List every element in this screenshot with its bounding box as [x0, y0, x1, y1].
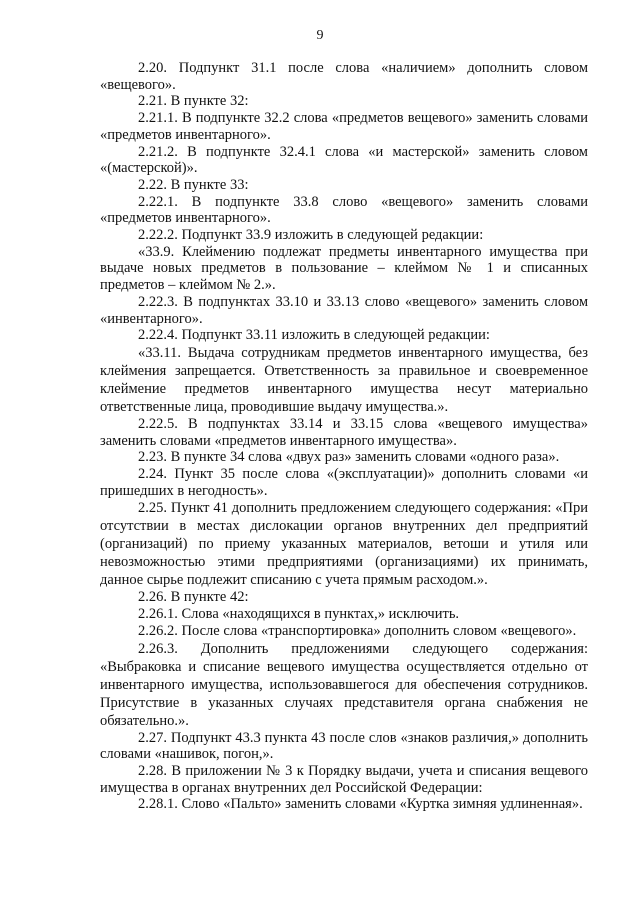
paragraph: 2.22.1. В подпункте 33.8 слово «вещевого» заменить словами «предметов инвентарного».	[100, 193, 588, 227]
paragraph: 2.28.1. Слово «Пальто» заменить словами «Куртка зимняя удлиненная».	[138, 796, 583, 813]
paragraph: 2.25. Пункт 41 дополнить предложением следующего содержания: «При отсутствии в местах дислокации органов внутренних дел предприятий (организаций) по приему указанных материалов, ветоши и утиля или невозможностью этими предприятиями (организациями) их принимать, данное сырье подлежит списанию с учета прямым расходом.».	[100, 500, 588, 589]
paragraph: 2.22.5. В подпунктах 33.14 и 33.15 слова «вещевого имущества» заменить словами «предметов инвентарного имущества».	[100, 415, 588, 449]
paragraph: 2.22.4. Подпункт 33.11 изложить в следующей редакции:	[138, 327, 490, 344]
paragraph: 2.23. В пункте 34 слова «двух раз» заменить словами «одного раза».	[138, 449, 560, 466]
page-number: 9	[316, 28, 324, 43]
paragraph: 2.21.2. В подпункте 32.4.1 слова «и мастерской» заменить словом «(мастерской)».	[100, 143, 588, 177]
paragraph: 2.24. Пункт 35 после слова «(эксплуатации)» дополнить словами «и пришедших в негодность».	[100, 466, 588, 499]
paragraph: 2.27. Подпункт 43.3 пункта 43 после слов «знаков различия,» дополнить словами «нашивок, погон,».	[100, 729, 588, 763]
paragraph: 2.26. В пункте 42:	[138, 589, 249, 606]
paragraph: 2.22. В пункте 33:	[138, 176, 249, 193]
paragraph: «33.11. Выдача сотрудникам предметов инвентарного имущества, без клеймения запрещается. Ответственность за правильное и своевременное клеймение предметов инвентарного имущества несут материально ответственные лица, проводившие выдачу имущества.».	[100, 344, 588, 415]
document-body	[100, 60, 588, 813]
paragraph: 2.22.3. В подпунктах 33.10 и 33.13 слово «вещевого» заменить словом «инвентарного».	[100, 293, 588, 327]
paragraph: 2.21. В пункте 32:	[138, 93, 249, 110]
paragraph: 2.26.2. После слова «транспортировка» дополнить словом «вещевого».	[138, 622, 577, 639]
paragraph: 2.20. Подпункт 31.1 после слова «наличием» дополнить словом «вещевого».	[100, 60, 588, 93]
paragraph: 2.22.2. Подпункт 33.9 изложить в следующей редакции:	[138, 227, 484, 244]
paragraph: «33.9. Клеймению подлежат предметы инвентарного имущества при выдаче новых предметов в пользование – клеймом № 1 и списанных предметов – клеймом № 2.».	[100, 243, 588, 294]
paragraph: 2.28. В приложении № 3 к Порядку выдачи, учета и списания вещевого имущества в органах внутренних дел Российской Федерации:	[100, 762, 588, 796]
paragraph: 2.26.1. Слова «находящихся в пунктах,» исключить.	[138, 606, 460, 623]
paragraph: 2.26.3. Дополнить предложениями следующего содержания: «Выбраковка и списание вещевого имущества осуществляется отдельно от инвентарного имущества, использовавшегося для обеспечения сотрудников. Присутствие в указанных случаях представителя органа снабжения не обязательно.».	[100, 640, 588, 729]
paragraph: 2.21.1. В подпункте 32.2 слова «предметов вещевого» заменить словами «предметов инвентарного».	[100, 110, 588, 143]
